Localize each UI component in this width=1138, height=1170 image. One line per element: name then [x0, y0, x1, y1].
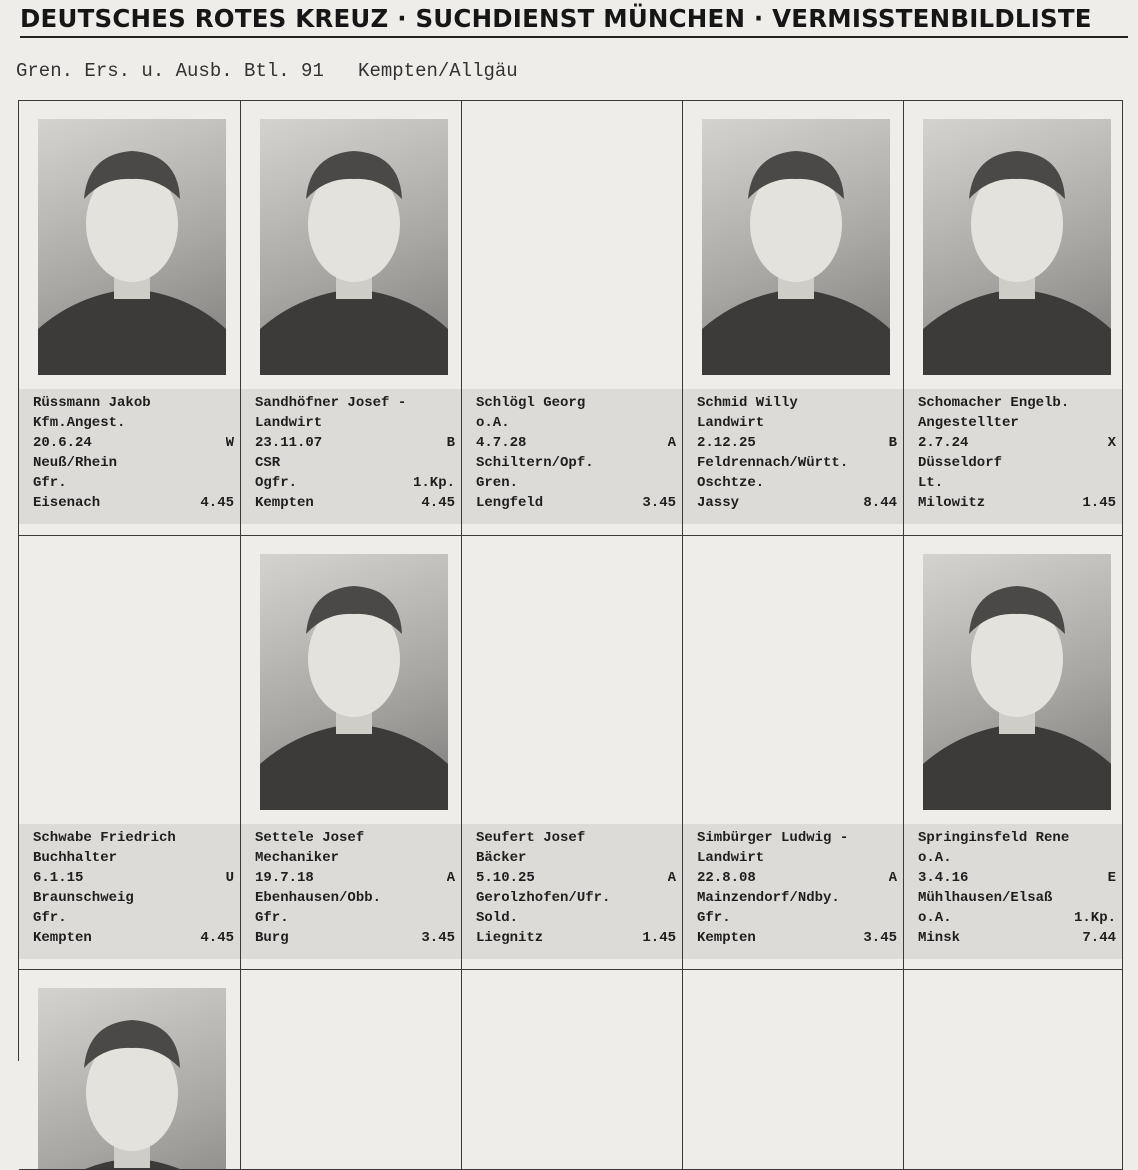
info-line [697, 413, 897, 433]
info-line [33, 453, 234, 473]
person-card [462, 101, 683, 536]
person-date: 3.45 [642, 495, 676, 511]
person-rank: Lt. [918, 475, 944, 491]
person-card [462, 970, 683, 1170]
info-line [33, 908, 234, 928]
info-line [918, 928, 1116, 948]
unit-subtitle: Gren. Ers. u. Ausb. Btl. 91 Kempten/Allgäu [16, 60, 518, 82]
info-line [33, 493, 234, 513]
person-birthplace: Braunschweig [33, 890, 134, 906]
info-line [476, 888, 676, 908]
person-last-place: Lengfeld [476, 495, 544, 511]
person-birthplace: Feldrennach/Württ. [697, 455, 849, 471]
info-line [697, 888, 897, 908]
person-birthplace: Mainzendorf/Ndby. [697, 890, 840, 906]
person-occupation: Buchhalter [33, 850, 118, 866]
person-occupation: o.A. [918, 850, 952, 866]
person-date: 1.45 [1082, 495, 1116, 511]
person-name: Sandhöfner Josef - [255, 395, 407, 411]
info-line [255, 848, 455, 868]
person-occupation: o.A. [476, 415, 510, 431]
person-code: A [667, 435, 676, 451]
person-grid [18, 100, 1123, 1061]
person-card [19, 970, 241, 1170]
person-occupation: Angestellter [918, 415, 1019, 431]
portrait-photo [38, 988, 226, 1170]
info-line [476, 453, 676, 473]
person-info [19, 824, 240, 959]
person-info [683, 824, 903, 959]
person-card [241, 970, 462, 1170]
person-last-place: Eisenach [33, 495, 101, 511]
person-name: Schomacher Engelb. [918, 395, 1070, 411]
person-date: 4.45 [200, 495, 234, 511]
info-line [476, 908, 676, 928]
info-line [255, 433, 455, 453]
person-card [19, 101, 241, 536]
info-line [33, 888, 234, 908]
info-line [33, 413, 234, 433]
person-card [904, 970, 1123, 1170]
person-info [904, 389, 1122, 524]
portrait-photo [260, 119, 448, 375]
info-line [918, 433, 1116, 453]
person-card [683, 101, 904, 536]
person-code: B [446, 435, 455, 451]
info-line [918, 473, 1116, 493]
person-code: A [667, 870, 676, 886]
person-rank: o.A. [918, 910, 952, 926]
info-line [33, 868, 234, 888]
person-birth: 19.7.18 [255, 870, 314, 886]
person-birthplace: Düsseldorf [918, 455, 1003, 471]
portrait-photo [260, 554, 448, 810]
person-date: 3.45 [863, 930, 897, 946]
info-line [918, 493, 1116, 513]
person-name: Simbürger Ludwig - [697, 830, 849, 846]
person-date: 4.45 [421, 495, 455, 511]
info-line [476, 413, 676, 433]
person-name: Springinsfeld Rene [918, 830, 1070, 846]
person-code: A [888, 870, 897, 886]
person-rank: Gfr. [255, 910, 289, 926]
info-line [918, 848, 1116, 868]
info-line [918, 393, 1116, 413]
person-info [19, 389, 240, 524]
person-card [904, 101, 1123, 536]
info-line [476, 493, 676, 513]
info-line [33, 433, 234, 453]
person-last-place: Kempten [33, 930, 92, 946]
info-line [918, 413, 1116, 433]
info-line [476, 848, 676, 868]
person-code: W [225, 435, 234, 451]
person-birthplace: Ebenhausen/Obb. [255, 890, 382, 906]
info-line [255, 908, 455, 928]
person-rank: Gren. [476, 475, 519, 491]
info-line [697, 493, 897, 513]
person-occupation: Landwirt [697, 415, 765, 431]
info-line [697, 453, 897, 473]
person-birth: 5.10.25 [476, 870, 535, 886]
portrait-photo [923, 119, 1111, 375]
person-rank: Oschtze. [697, 475, 765, 491]
info-line [255, 928, 455, 948]
person-card [241, 101, 462, 536]
info-line [255, 828, 455, 848]
info-line [255, 868, 455, 888]
person-info [241, 389, 461, 524]
info-line [476, 928, 676, 948]
info-line [476, 433, 676, 453]
person-date: 4.45 [200, 930, 234, 946]
person-occupation: Landwirt [255, 415, 323, 431]
info-line [33, 393, 234, 413]
person-occupation: Landwirt [697, 850, 765, 866]
person-birth: 20.6.24 [33, 435, 92, 451]
info-line [33, 848, 234, 868]
person-birth: 3.4.16 [918, 870, 969, 886]
person-birthplace: Schiltern/Opf. [476, 455, 594, 471]
person-birthplace: CSR [255, 455, 281, 471]
person-rank: Sold. [476, 910, 519, 926]
person-last-place: Minsk [918, 930, 961, 946]
info-line [918, 828, 1116, 848]
info-line [255, 493, 455, 513]
person-card [904, 536, 1123, 970]
person-birth: 4.7.28 [476, 435, 527, 451]
person-card [462, 536, 683, 970]
person-card [241, 536, 462, 970]
person-code: E [1107, 870, 1116, 886]
info-line [918, 453, 1116, 473]
person-birth: 2.7.24 [918, 435, 969, 451]
info-line [697, 393, 897, 413]
person-birth: 23.11.07 [255, 435, 323, 451]
person-unit-note: 1.Kp. [412, 475, 455, 491]
info-line [476, 473, 676, 493]
person-name: Settele Josef [255, 830, 365, 846]
person-name: Schwabe Friedrich [33, 830, 176, 846]
portrait-photo [923, 554, 1111, 810]
person-code: U [225, 870, 234, 886]
page-title: DEUTSCHES ROTES KREUZ · SUCHDIENST MÜNCHEN · VERMISSTENBILDLISTE [20, 4, 1128, 38]
person-info [241, 824, 461, 959]
person-last-place: Milowitz [918, 495, 986, 511]
info-line [33, 473, 234, 493]
person-unit-note: 1.Kp. [1073, 910, 1116, 926]
person-occupation: Kfm.Angest. [33, 415, 126, 431]
info-line [255, 413, 455, 433]
person-birthplace: Neuß/Rhein [33, 455, 118, 471]
info-line [697, 868, 897, 888]
info-line [255, 393, 455, 413]
info-line [918, 868, 1116, 888]
person-date: 7.44 [1082, 930, 1116, 946]
person-rank: Gfr. [33, 910, 67, 926]
person-code: X [1107, 435, 1116, 451]
info-line [918, 888, 1116, 908]
person-occupation: Bäcker [476, 850, 527, 866]
info-line [697, 433, 897, 453]
person-rank: Gfr. [697, 910, 731, 926]
info-line [476, 868, 676, 888]
info-line [697, 928, 897, 948]
info-line [255, 888, 455, 908]
person-name: Schmid Willy [697, 395, 798, 411]
person-info [462, 824, 682, 959]
person-card [683, 536, 904, 970]
person-rank: Ogfr. [255, 475, 298, 491]
info-line [255, 453, 455, 473]
person-date: 8.44 [863, 495, 897, 511]
person-birthplace: Mühlhausen/Elsaß [918, 890, 1053, 906]
person-last-place: Kempten [255, 495, 314, 511]
person-info [904, 824, 1122, 959]
info-line [476, 828, 676, 848]
info-line [697, 473, 897, 493]
person-birth: 2.12.25 [697, 435, 756, 451]
info-line [697, 848, 897, 868]
person-last-place: Jassy [697, 495, 740, 511]
person-card [683, 970, 904, 1170]
person-code: A [446, 870, 455, 886]
person-birth: 6.1.15 [33, 870, 84, 886]
person-date: 1.45 [642, 930, 676, 946]
person-name: Seufert Josef [476, 830, 586, 846]
person-birthplace: Gerolzhofen/Ufr. [476, 890, 611, 906]
portrait-photo [702, 119, 890, 375]
person-name: Rüssmann Jakob [33, 395, 151, 411]
person-card [19, 536, 241, 970]
portrait-photo [38, 119, 226, 375]
info-line [476, 393, 676, 413]
person-date: 3.45 [421, 930, 455, 946]
info-line [33, 828, 234, 848]
person-info [462, 389, 682, 524]
info-line [697, 908, 897, 928]
person-rank: Gfr. [33, 475, 67, 491]
info-line [697, 828, 897, 848]
info-line [33, 928, 234, 948]
info-line [255, 473, 455, 493]
person-info [683, 389, 903, 524]
person-last-place: Liegnitz [476, 930, 544, 946]
person-last-place: Burg [255, 930, 289, 946]
person-last-place: Kempten [697, 930, 756, 946]
person-code: B [888, 435, 897, 451]
person-birth: 22.8.08 [697, 870, 756, 886]
info-line [918, 908, 1116, 928]
person-name: Schlögl Georg [476, 395, 586, 411]
person-occupation: Mechaniker [255, 850, 340, 866]
